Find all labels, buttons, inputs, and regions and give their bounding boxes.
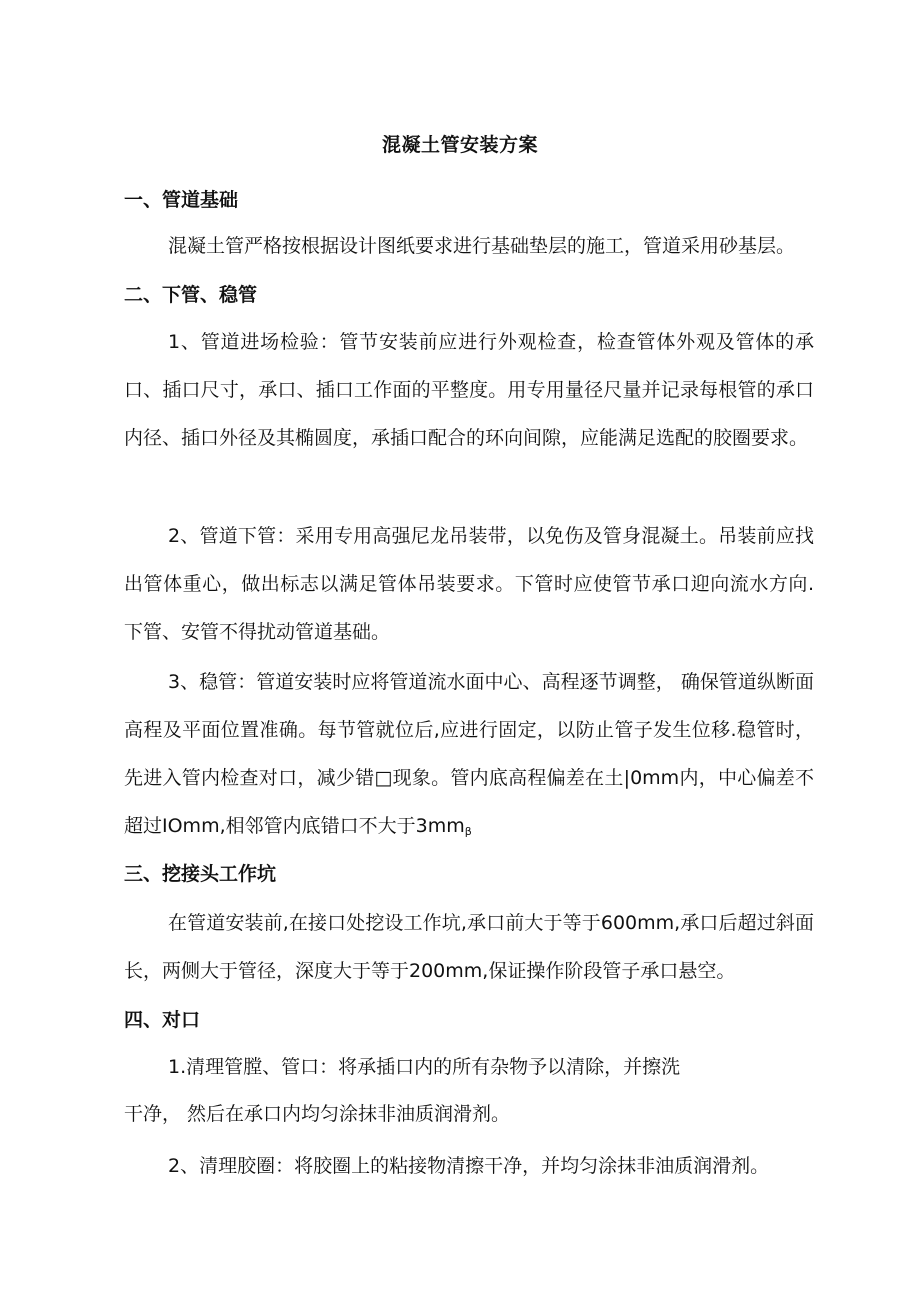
stray-subscript-mark: β — [464, 825, 472, 838]
section-heading-3: 三、挖接头工作坑 — [124, 863, 277, 885]
section-2-paragraph-3 — [124, 658, 814, 856]
document-title: 混凝土管安装方案 — [381, 134, 538, 156]
section-2-paragraph-1: 1、管道进场检验：管节安装前应进行外观检查，检查管体外观及管体的承口、插口尺寸，承口、插口工作面的平整度。用专用量径尺量并记录每根管的承口内径、插口外径及其椭圆度，承插口配合的环向间隙，应能满足选配的胶圈要求。 — [124, 331, 814, 449]
section-heading-2: 二、下管、稳管 — [124, 284, 258, 306]
section-4-paragraph-1-continued: 干净， 然后在承口内均匀涂抹非油质润滑剂。 — [124, 1103, 511, 1125]
section-4-paragraph-2: 2、清理胶圈：将胶圈上的粘接物清擦干净，并均匀涂抹非油质润滑剂。 — [168, 1155, 770, 1177]
section-2-paragraph-2: 2、管道下管：采用专用高强尼龙吊装带，以免伤及管身混凝土。吊装前应找出管体重心，做出标志以满足管体吊装要求。下管时应使管节承口迎向流水方向.下管、安管不得扰动管道基础。 — [124, 525, 814, 643]
section-2-paragraph-3-text: 3、稳管：管道安装时应将管道流水面中心、高程逐节调整， 确保管道纵断面高程及平面位置准确。每节管就位后,应进行固定，以防止管子发生位移.稳管时，先进入管内检查对口，减少错□现象。管内底高程偏差在土|0mm内，中心偏差不超过IOmm,相邻管内底错口不大于3mm — [124, 671, 814, 837]
section-4-paragraph-1: 1.清理管膛、管口：将承插口内的所有杂物予以清除，并擦洗 — [168, 1056, 681, 1078]
section-heading-4: 四、对口 — [124, 1009, 201, 1031]
section-3-paragraph-1: 在管道安装前,在接口处挖设工作坑,承口前大于等于600mm,承口后超过斜面长，两侧大于管径，深度大于等于200mm,保证操作阶段管子承口悬空。 — [124, 912, 814, 982]
section-1-paragraph-1: 混凝土管严格按根据设计图纸要求进行基础垫层的施工，管道采用砂基层。 — [168, 235, 796, 257]
section-heading-1: 一、管道基础 — [124, 189, 239, 211]
